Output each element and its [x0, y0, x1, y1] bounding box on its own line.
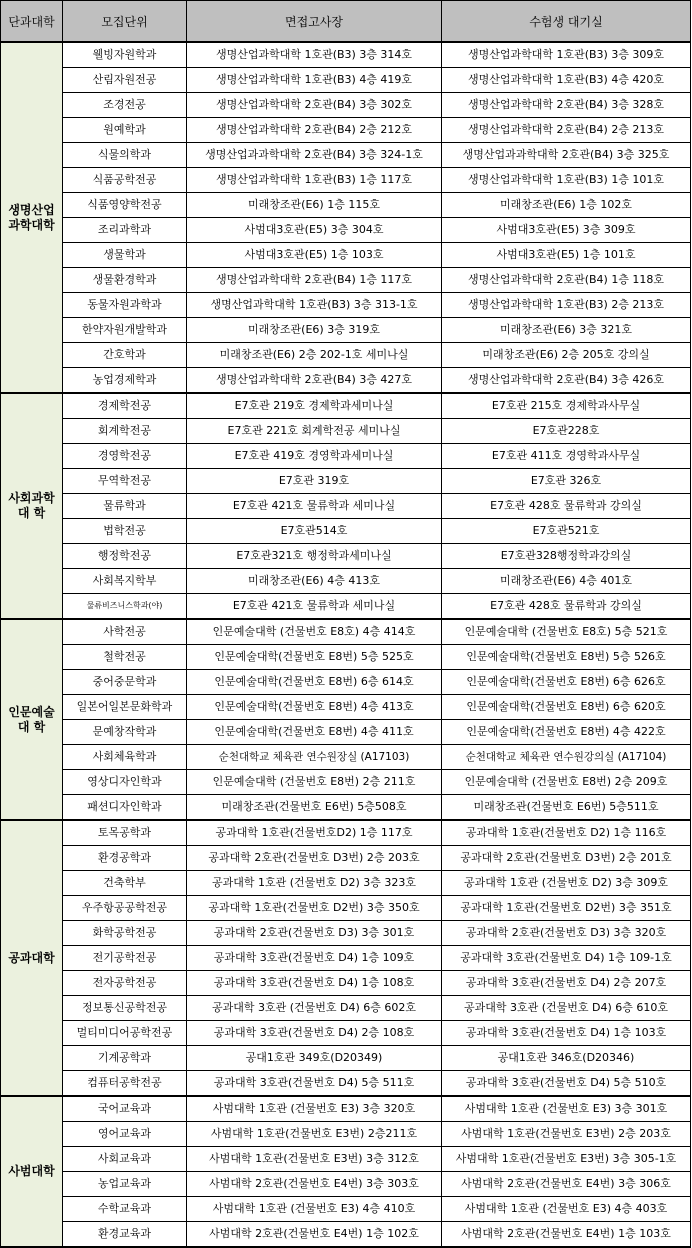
- table-row: [1, 444, 691, 469]
- unit-cell: 영어교육과: [63, 1122, 187, 1147]
- waiting-room-cell: 인문예술대학(건물번호 E8번) 5층 526호: [442, 645, 691, 670]
- table-row: [1, 971, 691, 996]
- waiting-room-cell: 공과대학 1호관(건물번호 D2) 1층 116호: [442, 820, 691, 846]
- waiting-room-cell: 생명산업과학대학 1호관(B3) 2층 213호: [442, 293, 691, 318]
- college-cell: 생명산업과학대학: [1, 42, 63, 393]
- waiting-room-cell: 공과대학 3호관(건물번호 D4) 1층 103호: [442, 1021, 691, 1046]
- waiting-room-cell: 인문예술대학(건물번호 E8번) 4층 422호: [442, 720, 691, 745]
- waiting-room-cell: 미래창조관(E6) 2층 205호 강의실: [442, 343, 691, 368]
- waiting-room-cell: 생명산업과과학대학 2호관(B4) 3층 325호: [442, 143, 691, 168]
- table-row: [1, 820, 691, 846]
- table-row: [1, 343, 691, 368]
- table-row: [1, 619, 691, 645]
- table-row: [1, 544, 691, 569]
- table-row: [1, 42, 691, 68]
- unit-cell: 생물학과: [63, 243, 187, 268]
- unit-cell: 물류학과: [63, 494, 187, 519]
- header-row: [1, 1, 691, 43]
- interview-room-cell: 인문예술대학(건물번호 E8번) 4층 413호: [187, 695, 442, 720]
- college-cell: 사회과학대 학: [1, 393, 63, 619]
- waiting-room-cell: E7호관328행정학과강의실: [442, 544, 691, 569]
- unit-cell: 회계학전공: [63, 419, 187, 444]
- unit-cell: 식물의학과: [63, 143, 187, 168]
- interview-room-cell: 미래창조관(E6) 1층 115호: [187, 193, 442, 218]
- waiting-room-cell: 공과대학 1호관 (건물번호 D2) 3층 309호: [442, 871, 691, 896]
- unit-cell: 기계공학과: [63, 1046, 187, 1071]
- college-cell: 공과대학: [1, 820, 63, 1096]
- interview-room-cell: 미래창조관(건물번호 E6번) 5층508호: [187, 795, 442, 821]
- table-row: [1, 368, 691, 394]
- unit-cell: 철학전공: [63, 645, 187, 670]
- table-row: [1, 1021, 691, 1046]
- interview-room-cell: E7호관514호: [187, 519, 442, 544]
- interview-room-cell: 공과대학 3호관 (건물번호 D4) 6층 602호: [187, 996, 442, 1021]
- table-row: [1, 770, 691, 795]
- interview-room-cell: 미래창조관(E6) 3층 319호: [187, 318, 442, 343]
- header-unit: 모집단위: [63, 1, 187, 43]
- unit-cell: 간호학과: [63, 343, 187, 368]
- interview-room-cell: 미래창조관(E6) 2층 202-1호 세미나실: [187, 343, 442, 368]
- interview-room-cell: 인문예술대학 (건물번호 E8번) 2층 211호: [187, 770, 442, 795]
- unit-cell: 환경공학과: [63, 846, 187, 871]
- table-row: [1, 1122, 691, 1147]
- waiting-room-cell: E7호관228호: [442, 419, 691, 444]
- header-college: 단과대학: [1, 1, 63, 43]
- interview-room-cell: 인문예술대학(건물번호 E8번) 5층 525호: [187, 645, 442, 670]
- waiting-room-cell: 순천대학교 체육관 연수원강의실 (A17104): [442, 745, 691, 770]
- waiting-room-cell: 미래창조관(E6) 3층 321호: [442, 318, 691, 343]
- unit-cell: 산림자원전공: [63, 68, 187, 93]
- unit-cell: 멀티미디어공학전공: [63, 1021, 187, 1046]
- interview-room-cell: 공과대학 2호관(건물번호 D3번) 2층 203호: [187, 846, 442, 871]
- unit-cell: 환경교육과: [63, 1222, 187, 1248]
- unit-cell: 건축학부: [63, 871, 187, 896]
- table-row: [1, 1147, 691, 1172]
- unit-cell: 식품공학전공: [63, 168, 187, 193]
- interview-room-cell: 사범대학 1호관(건물번호 E3번) 3층 312호: [187, 1147, 442, 1172]
- waiting-room-cell: 공과대학 3호관 (건물번호 D4) 6층 610호: [442, 996, 691, 1021]
- waiting-room-cell: E7호관521호: [442, 519, 691, 544]
- table-row: [1, 946, 691, 971]
- table-row: [1, 293, 691, 318]
- college-cell: 사범대학: [1, 1096, 63, 1247]
- interview-room-cell: E7호관 421호 물류학과 세미나실: [187, 494, 442, 519]
- unit-cell: 물류비즈니스학과(야): [63, 594, 187, 620]
- unit-cell: 식품영양학전공: [63, 193, 187, 218]
- waiting-room-cell: 공대1호관 346호(D20346): [442, 1046, 691, 1071]
- interview-room-cell: 공과대학 1호관 (건물번호 D2) 3층 323호: [187, 871, 442, 896]
- unit-cell: 영상디자인학과: [63, 770, 187, 795]
- interview-room-cell: 생명산업과학대학 1호관(B3) 4층 419호: [187, 68, 442, 93]
- table-row: [1, 569, 691, 594]
- interview-room-cell: 생명산업과학대학 2호관(B4) 3층 302호: [187, 93, 442, 118]
- header-waiting-room: 수험생 대기실: [442, 1, 691, 43]
- waiting-room-cell: 인문예술대학(건물번호 E8번) 6층 626호: [442, 670, 691, 695]
- interview-room-cell: 사범대학 1호관 (건물번호 E3) 4층 410호: [187, 1197, 442, 1222]
- table-row: [1, 1071, 691, 1097]
- waiting-room-cell: 공과대학 2호관(건물번호 D3번) 2층 201호: [442, 846, 691, 871]
- interview-room-cell: 생명산업과학대학 1호관(B3) 1층 117호: [187, 168, 442, 193]
- waiting-room-cell: 사범대학 2호관(건물번호 E4번) 3층 306호: [442, 1172, 691, 1197]
- interview-room-cell: 생명산업과과학대학 2호관(B4) 3층 324-1호: [187, 143, 442, 168]
- interview-room-cell: 사범대3호관(E5) 3층 304호: [187, 218, 442, 243]
- waiting-room-cell: 공과대학 2호관(건물번호 D3) 3층 320호: [442, 921, 691, 946]
- unit-cell: 사회체육학과: [63, 745, 187, 770]
- waiting-room-cell: 인문예술대학(건물번호 E8번) 6층 620호: [442, 695, 691, 720]
- table-row: [1, 1096, 691, 1122]
- waiting-room-cell: 미래창조관(E6) 1층 102호: [442, 193, 691, 218]
- interview-room-cell: 공과대학 3호관(건물번호 D4) 2층 108호: [187, 1021, 442, 1046]
- interview-room-cell: 사범대학 1호관(건물번호 E3번) 2층211호: [187, 1122, 442, 1147]
- waiting-room-cell: 사범대3호관(E5) 3층 309호: [442, 218, 691, 243]
- table-row: [1, 118, 691, 143]
- header-interview-room: 면접고사장: [187, 1, 442, 43]
- interview-room-cell: 사범대학 1호관 (건물번호 E3) 3층 320호: [187, 1096, 442, 1122]
- interview-room-cell: 사범대3호관(E5) 1층 103호: [187, 243, 442, 268]
- waiting-room-cell: 생명산업과학대학 2호관(B4) 3층 426호: [442, 368, 691, 394]
- table-row: [1, 318, 691, 343]
- unit-cell: 수학교육과: [63, 1197, 187, 1222]
- unit-cell: 사회교육과: [63, 1147, 187, 1172]
- unit-cell: 경영학전공: [63, 444, 187, 469]
- table-row: [1, 871, 691, 896]
- table-row: [1, 393, 691, 419]
- unit-cell: 컴퓨터공학전공: [63, 1071, 187, 1097]
- waiting-room-cell: 생명산업과학대학 2호관(B4) 2층 213호: [442, 118, 691, 143]
- table-row: [1, 193, 691, 218]
- table-body: [1, 42, 691, 1247]
- waiting-room-cell: 생명산업과학대학 1호관(B3) 4층 420호: [442, 68, 691, 93]
- table-row: [1, 519, 691, 544]
- unit-cell: 우주항공공학전공: [63, 896, 187, 921]
- table-row: [1, 745, 691, 770]
- waiting-room-cell: 사범대학 1호관(건물번호 E3번) 3층 305-1호: [442, 1147, 691, 1172]
- table-row: [1, 143, 691, 168]
- unit-cell: 일본어일본문화학과: [63, 695, 187, 720]
- college-cell: 인문예술대 학: [1, 619, 63, 820]
- table-row: [1, 494, 691, 519]
- table-row: [1, 218, 691, 243]
- interview-room-cell: 인문예술대학 (건물번호 E8호) 4층 414호: [187, 619, 442, 645]
- unit-cell: 원예학과: [63, 118, 187, 143]
- table-row: [1, 921, 691, 946]
- waiting-room-cell: 생명산업과학대학 2호관(B4) 3층 328호: [442, 93, 691, 118]
- waiting-room-cell: 공과대학 3호관(건물번호 D4) 2층 207호: [442, 971, 691, 996]
- interview-room-cell: 공과대학 3호관(건물번호 D4) 5층 511호: [187, 1071, 442, 1097]
- waiting-room-cell: E7호관 326호: [442, 469, 691, 494]
- waiting-room-cell: 생명산업과학대학 2호관(B4) 1층 118호: [442, 268, 691, 293]
- unit-cell: 조리과학과: [63, 218, 187, 243]
- interview-room-cell: E7호관 319호: [187, 469, 442, 494]
- interview-room-cell: 생명산업과학대학 2호관(B4) 1층 117호: [187, 268, 442, 293]
- waiting-room-cell: 사범대학 1호관 (건물번호 E3) 3층 301호: [442, 1096, 691, 1122]
- waiting-room-cell: 사범대학 2호관(건물번호 E4번) 1층 103호: [442, 1222, 691, 1248]
- unit-cell: 사회복지학부: [63, 569, 187, 594]
- unit-cell: 웰빙자원학과: [63, 42, 187, 68]
- unit-cell: 조경전공: [63, 93, 187, 118]
- waiting-room-cell: 인문예술대학 (건물번호 E8호) 5층 521호: [442, 619, 691, 645]
- unit-cell: 사학전공: [63, 619, 187, 645]
- interview-room-cell: E7호관 219호 경제학과세미나실: [187, 393, 442, 419]
- table-row: [1, 896, 691, 921]
- unit-cell: 패션디자인학과: [63, 795, 187, 821]
- waiting-room-cell: 사범대학 1호관(건물번호 E3번) 2층 203호: [442, 1122, 691, 1147]
- interview-room-cell: 인문예술대학(건물번호 E8번) 6층 614호: [187, 670, 442, 695]
- table-row: [1, 670, 691, 695]
- unit-cell: 문예창작학과: [63, 720, 187, 745]
- waiting-room-cell: 생명산업과학대학 1호관(B3) 3층 309호: [442, 42, 691, 68]
- table-row: [1, 846, 691, 871]
- unit-cell: 전자공학전공: [63, 971, 187, 996]
- waiting-room-cell: 공과대학 1호관(건물번호 D2번) 3층 351호: [442, 896, 691, 921]
- table-row: [1, 68, 691, 93]
- interview-room-cell: 공과대학 3호관(건물번호 D4) 1층 109호: [187, 946, 442, 971]
- table-row: [1, 419, 691, 444]
- unit-cell: 농업경제학과: [63, 368, 187, 394]
- interview-room-cell: E7호관321호 행정학과세미나실: [187, 544, 442, 569]
- unit-cell: 국어교육과: [63, 1096, 187, 1122]
- waiting-room-cell: E7호관 215호 경제학과사무실: [442, 393, 691, 419]
- interview-room-cell: E7호관 221호 회계학전공 세미나실: [187, 419, 442, 444]
- unit-cell: 화학공학전공: [63, 921, 187, 946]
- unit-cell: 한약자원개발학과: [63, 318, 187, 343]
- waiting-room-cell: 공과대학 3호관(건물번호 D4) 5층 510호: [442, 1071, 691, 1097]
- waiting-room-cell: E7호관 411호 경영학과사무실: [442, 444, 691, 469]
- unit-cell: 경제학전공: [63, 393, 187, 419]
- unit-cell: 토목공학과: [63, 820, 187, 846]
- table-row: [1, 996, 691, 1021]
- unit-cell: 동물자원과학과: [63, 293, 187, 318]
- waiting-room-cell: 인문예술대학 (건물번호 E8번) 2층 209호: [442, 770, 691, 795]
- table-row: [1, 594, 691, 620]
- table-row: [1, 268, 691, 293]
- waiting-room-cell: 사범대3호관(E5) 1층 101호: [442, 243, 691, 268]
- table-row: [1, 695, 691, 720]
- table-row: [1, 469, 691, 494]
- interview-room-cell: E7호관 421호 물류학과 세미나실: [187, 594, 442, 620]
- table-row: [1, 645, 691, 670]
- unit-cell: 무역학전공: [63, 469, 187, 494]
- unit-cell: 농업교육과: [63, 1172, 187, 1197]
- interview-room-cell: 사범대학 2호관(건물번호 E4번) 3층 303호: [187, 1172, 442, 1197]
- interview-room-cell: 생명산업과학대학 1호관(B3) 3층 313-1호: [187, 293, 442, 318]
- waiting-room-cell: 미래창조관(E6) 4층 401호: [442, 569, 691, 594]
- table-row: [1, 720, 691, 745]
- table-row: [1, 1046, 691, 1071]
- interview-room-cell: 공과대학 3호관(건물번호 D4) 1층 108호: [187, 971, 442, 996]
- interview-room-cell: 공과대학 2호관(건물번호 D3) 3층 301호: [187, 921, 442, 946]
- interview-room-cell: 순천대학교 체육관 연수원장실 (A17103): [187, 745, 442, 770]
- interview-room-cell: 미래창조관(E6) 4층 413호: [187, 569, 442, 594]
- table-row: [1, 1222, 691, 1248]
- waiting-room-cell: 사범대학 1호관 (건물번호 E3) 4층 403호: [442, 1197, 691, 1222]
- table-row: [1, 795, 691, 821]
- waiting-room-cell: 미래창조관(건물번호 E6번) 5층511호: [442, 795, 691, 821]
- interview-room-cell: 공과대학 1호관(건물번호D2) 1층 117호: [187, 820, 442, 846]
- unit-cell: 생물환경학과: [63, 268, 187, 293]
- interview-room-cell: 공대1호관 349호(D20349): [187, 1046, 442, 1071]
- waiting-room-cell: 생명산업과학대학 1호관(B3) 1층 101호: [442, 168, 691, 193]
- waiting-room-cell: E7호관 428호 물류학과 강의실: [442, 594, 691, 620]
- table-row: [1, 168, 691, 193]
- interview-room-cell: 생명산업과학대학 2호관(B4) 2층 212호: [187, 118, 442, 143]
- unit-cell: 행정학전공: [63, 544, 187, 569]
- table-row: [1, 93, 691, 118]
- interview-room-cell: 공과대학 1호관(건물번호 D2번) 3층 350호: [187, 896, 442, 921]
- unit-cell: 전기공학전공: [63, 946, 187, 971]
- waiting-room-cell: 공과대학 3호관(건물번호 D4) 1층 109-1호: [442, 946, 691, 971]
- waiting-room-cell: E7호관 428호 물류학과 강의실: [442, 494, 691, 519]
- table-row: [1, 1172, 691, 1197]
- interview-room-cell: 사범대학 2호관(건물번호 E4번) 1층 102호: [187, 1222, 442, 1248]
- unit-cell: 정보통신공학전공: [63, 996, 187, 1021]
- interview-room-cell: 인문예술대학(건물번호 E8번) 4층 411호: [187, 720, 442, 745]
- table-row: [1, 243, 691, 268]
- interview-room-cell: E7호관 419호 경영학과세미나실: [187, 444, 442, 469]
- interview-room-cell: 생명산업과학대학 2호관(B4) 3층 427호: [187, 368, 442, 394]
- unit-cell: 법학전공: [63, 519, 187, 544]
- interview-room-cell: 생명산업과학대학 1호관(B3) 3층 314호: [187, 42, 442, 68]
- table-row: [1, 1197, 691, 1222]
- unit-cell: 중어중문학과: [63, 670, 187, 695]
